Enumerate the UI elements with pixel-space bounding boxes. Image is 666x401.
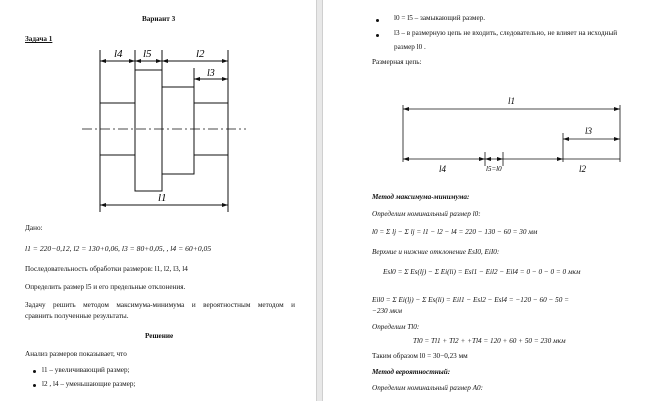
method-text-line2: сравнить полученные результаты. <box>25 312 129 320</box>
maxmin-heading: Метод максимума-минимума: <box>372 193 470 201</box>
dim-l5-label: l5 <box>143 48 152 60</box>
solution-heading: Решение <box>145 332 174 340</box>
dim-l2-label: l2 <box>196 48 205 60</box>
chain-l1-label: l1 <box>508 96 516 106</box>
deviations-heading: Верхние и нижние отклонение EsI0, EiI0: <box>372 248 500 256</box>
method-text-line1: Задачу решить методом максимума-минимума и вероятностным методом и <box>25 301 295 309</box>
analysis-intro: Анализ размеров показывает, что <box>25 350 127 358</box>
probabilistic-heading: Метод вероятностный: <box>372 368 451 376</box>
ei-formula-line2: −230 мкм <box>372 307 402 315</box>
given-formula: l1 = 220−0,12, l2 = 130+0,06, l3 = 80+0,05, , l4 = 60+0,05 <box>25 244 212 253</box>
chain-l4-label: l4 <box>439 164 447 174</box>
dim-l1-label: l1 <box>158 192 167 204</box>
variant-title: Вариант 3 <box>142 15 176 23</box>
right-page <box>322 0 666 401</box>
chain-l5-l0-label: l5=l0 <box>486 165 502 173</box>
chain-l2-label: l2 <box>579 164 587 174</box>
closing-size-text: l0 = l5 – замыкающий размер. <box>394 14 486 22</box>
shaft-drawing <box>0 0 316 230</box>
nominal-a0-heading: Определим номинальный размер A0: <box>372 384 484 392</box>
result-text: Таким образом l0 = 30−0,23 мм <box>372 352 468 360</box>
dim-l4-label: l4 <box>114 48 123 60</box>
chain-heading: Размерная цепь: <box>372 58 422 66</box>
left-page <box>0 0 317 401</box>
bullet-dot <box>33 384 36 387</box>
chain-l3-label: l3 <box>585 126 593 136</box>
bullet-dot <box>33 370 36 373</box>
determine-text: Определить размер l5 и его предельные отклонения. <box>25 283 186 291</box>
dim-l3-label: l3 <box>207 68 215 79</box>
dimension-chain-diagram <box>323 0 666 200</box>
l3-not-in-chain-text: l3 – в размерную цепь не входить, следовательно, не влияет на исходный <box>394 29 618 37</box>
es-formula: Esl0 = Σ Es(lj) − Σ Ei(li) = Esl1 − Eil2 − Eil4 = 0 − 0 − 0 = 0 мкм <box>383 268 581 276</box>
given-label: Дано: <box>25 224 43 232</box>
source-size-text: размер l0 . <box>394 43 426 51</box>
nominal-formula: l0 = Σ lj − Σ lj = l1 − l2 − l4 = 220 − 130 − 60 = 30 мм <box>372 228 538 236</box>
tolerance-formula: Tl0 = Tl1 + Tl2 + +Tl4 = 120 + 60 + 50 = 230 мкм <box>413 337 566 345</box>
task-heading: Задача 1 <box>25 35 53 43</box>
tolerance-heading: Определим Tl0: <box>372 323 420 331</box>
bullet-decreasing: l2 , l4 – уменьшающие размер; <box>42 380 136 388</box>
sequence-text: Последовательность обработки размеров: l1, l2, l3, l4 <box>25 265 188 273</box>
bullet-increasing: l1 – увеличивающий размер; <box>42 366 130 374</box>
nominal-heading: Определим номинальный размер l0: <box>372 210 481 218</box>
ei-formula-line1: Eil0 = Σ Ei(lj) − Σ Es(li) = Eil1 − Esl2 − Esl4 = −120 − 60 − 50 = <box>372 296 569 304</box>
